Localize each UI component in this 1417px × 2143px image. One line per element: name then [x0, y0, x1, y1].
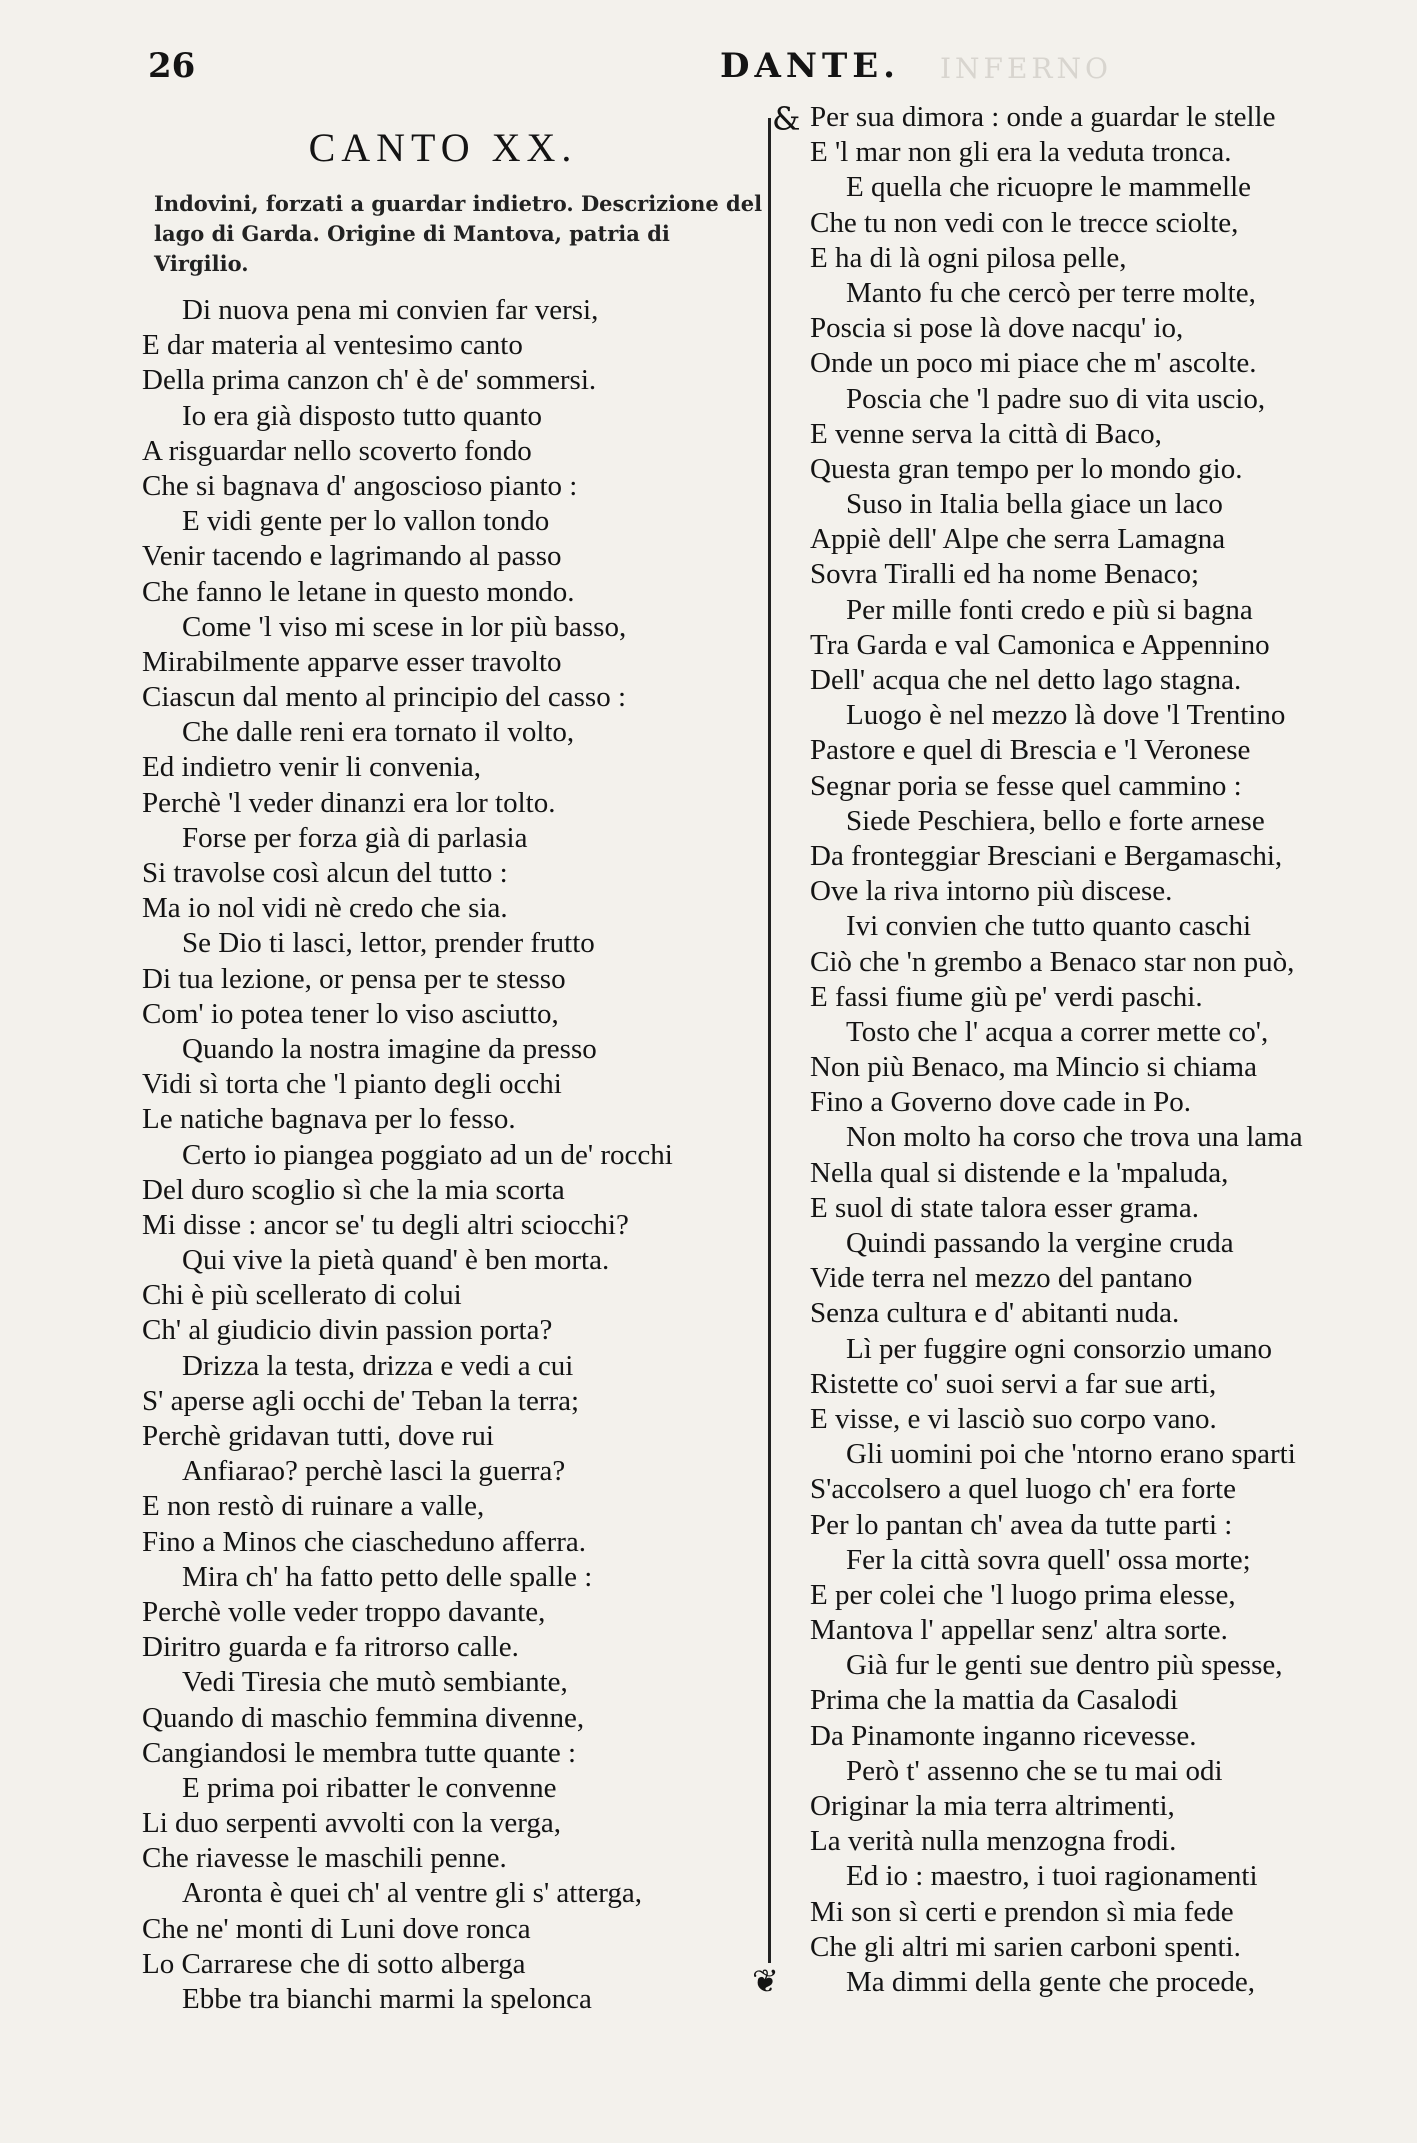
- verse-line: Che ne' monti di Luni dove ronca: [142, 1912, 531, 1945]
- verse-line: Gli uomini poi che 'ntorno erano sparti: [846, 1438, 1296, 1471]
- verse-line: Della prima canzon ch' è de' sommersi.: [142, 364, 597, 397]
- verse-line: Ma io nol vidi nè credo che sia.: [142, 892, 508, 925]
- verse-line: Questa gran tempo per lo mondo gio.: [810, 452, 1243, 485]
- page-header: [0, 46, 1417, 96]
- verse-line: Segnar poria se fesse quel cammino :: [810, 769, 1242, 802]
- ornament-bottom-icon: ❦: [752, 1962, 779, 2000]
- running-head: DANTE.: [720, 46, 900, 86]
- verse-line: Che riavesse le maschili penne.: [142, 1842, 507, 1875]
- verse-line: Ciascun dal mento al principio del casso :: [142, 681, 627, 714]
- verse-line: Ed io : maestro, i tuoi ragionamenti: [846, 1860, 1258, 1893]
- verse-line: Che dalle reni era tornato il volto,: [182, 716, 575, 749]
- verse-line: E quella che ricuopre le mammelle: [846, 171, 1252, 204]
- verse-line: S' aperse agli occhi de' Teban la terra;: [142, 1384, 580, 1417]
- verse-line: Mantova l' appellar senz' altra sorte.: [810, 1614, 1228, 1647]
- verse-line: Qui vive la pietà quand' è ben morta.: [182, 1244, 610, 1277]
- verse-line: Se Dio ti lasci, lettor, prender frutto: [182, 927, 595, 960]
- verse-line: Fino a Governo dove cade in Po.: [810, 1086, 1191, 1119]
- verse-line: E suol di state talora esser grama.: [810, 1191, 1199, 1224]
- verse-line: Perchè 'l veder dinanzi era lor tolto.: [142, 786, 556, 819]
- right-verse-list: [790, 100, 1417, 2000]
- verse-line: Ebbe tra bianchi marmi la spelonca: [182, 1983, 592, 2015]
- verse-line: Vidi sì torta che 'l pianto degli occhi: [142, 1068, 562, 1101]
- verse-line: Che gli altri mi sarien carboni spenti.: [810, 1930, 1241, 1963]
- verse-line: Poscia che 'l padre suo di vita uscio,: [846, 382, 1266, 415]
- verse-line: Non più Benaco, ma Mincio si chiama: [810, 1051, 1257, 1084]
- canto-argument: Indovini, forzati a guardar indietro. Descrizione del lago di Garda. Origine di Mantova, patria di Virgilio.: [154, 191, 763, 276]
- verse-line: La verità nulla menzogna frodi.: [810, 1825, 1177, 1858]
- verse-line: Del duro scoglio sì che la mia scorta: [142, 1173, 565, 1206]
- verse-line: Come 'l viso mi scese in lor più basso,: [182, 610, 627, 643]
- verse-line: Non molto ha corso che trova una lama: [846, 1121, 1303, 1154]
- verse-line: Chi è più scellerato di colui: [142, 1279, 462, 1312]
- verse-line: Per lo pantan ch' avea da tutte parti :: [810, 1508, 1233, 1541]
- verse-line: Drizza la testa, drizza e vedi a cui: [182, 1349, 574, 1382]
- verse-line: Fer la città sovra quell' ossa morte;: [846, 1543, 1251, 1576]
- verse-line: Manto fu che cercò per terre molte,: [846, 276, 1256, 309]
- verse-line: Di nuova pena mi convien far versi,: [182, 294, 599, 326]
- verse-line: E 'l mar non gli era la veduta tronca.: [810, 136, 1232, 169]
- verse-line: Ivi convien che tutto quanto caschi: [846, 910, 1252, 943]
- verse-line: A risguardar nello scoverto fondo: [142, 434, 532, 467]
- verse-line: Siede Peschiera, bello e forte arnese: [846, 804, 1265, 837]
- verse-line: Mi son sì certi e prendon sì mia fede: [810, 1895, 1234, 1928]
- verse-line: Appiè dell' Alpe che serra Lamagna: [810, 523, 1226, 556]
- verse-line: Certo io piangea poggiato ad un de' rocchi: [182, 1138, 673, 1171]
- verse-line: E prima poi ribatter le convenne: [182, 1771, 557, 1804]
- page-number: 26: [148, 46, 196, 86]
- verse-line: Di tua lezione, or pensa per te stesso: [142, 962, 566, 995]
- verse-line: Tra Garda e val Camonica e Appennino: [810, 628, 1270, 661]
- verse-line: Però t' assenno che se tu mai odi: [846, 1754, 1223, 1787]
- bleed-through-heading: INFERNO: [940, 52, 1112, 85]
- verse-line: Per sua dimora : onde a guardar le stelle: [810, 101, 1276, 133]
- verse-line: Ma dimmi della gente che procede,: [846, 1965, 1256, 1998]
- verse-line: Tosto che l' acqua a correr mette co',: [846, 1015, 1269, 1048]
- left-column: [118, 118, 768, 2017]
- verse-line: Vide terra nel mezzo del pantano: [810, 1262, 1193, 1295]
- verse-line: Che si bagnava d' angoscioso pianto :: [142, 469, 578, 502]
- verse-line: Pastore e quel di Brescia e 'l Veronese: [810, 734, 1251, 767]
- verse-line: Nella qual si distende e la 'mpaluda,: [810, 1156, 1229, 1189]
- verse-line: Onde un poco mi piace che m' ascolte.: [810, 347, 1257, 380]
- verse-line: Cangiandosi le membra tutte quante :: [142, 1736, 577, 1769]
- verse-line: E venne serva la città di Baco,: [810, 417, 1162, 450]
- verse-line: Aronta è quei ch' al ventre gli s' atterga,: [182, 1877, 643, 1910]
- verse-line: Ristette co' suoi servi a far sue arti,: [810, 1367, 1217, 1400]
- verse-line: Da Pinamonte inganno ricevesse.: [810, 1719, 1197, 1752]
- verse-line: Le natiche bagnava per lo fesso.: [142, 1103, 516, 1136]
- verse-line: Lì per fuggire ogni consorzio umano: [846, 1332, 1273, 1365]
- verse-line: Venir tacendo e lagrimando al passo: [142, 540, 562, 573]
- ornament-top-icon: &: [772, 100, 801, 138]
- right-column: [790, 100, 1417, 2000]
- verse-line: Poscia si pose là dove nacqu' io,: [810, 312, 1184, 345]
- verse-line: E per colei che 'l luogo prima elesse,: [810, 1578, 1236, 1611]
- left-verse-list: [118, 293, 768, 2017]
- verse-line: Mi disse : ancor se' tu degli altri sciocchi?: [142, 1208, 629, 1241]
- verse-line: Che tu non vedi con le trecce sciolte,: [810, 206, 1239, 239]
- verse-line: E non restò di ruinare a valle,: [142, 1490, 485, 1523]
- verse-line: Quando di maschio femmina divenne,: [142, 1701, 585, 1734]
- verse-line: Ove la riva intorno più discese.: [810, 875, 1173, 908]
- verse-line: Diritro guarda e fa ritrorso calle.: [142, 1631, 519, 1664]
- column-divider: [768, 118, 771, 1963]
- verse-line: Ed indietro venir li convenia,: [142, 751, 482, 784]
- verse-line: Già fur le genti sue dentro più spesse,: [846, 1649, 1283, 1682]
- verse-line: Com' io potea tener lo viso asciutto,: [142, 997, 559, 1030]
- verse-line: Anfiarao? perchè lasci la guerra?: [182, 1455, 566, 1488]
- verse-line: Per mille fonti credo e più si bagna: [846, 593, 1253, 626]
- verse-line: Suso in Italia bella giace un laco: [846, 488, 1223, 521]
- verse-line: S'accolsero a quel luogo ch' era forte: [810, 1473, 1236, 1506]
- canto-title: CANTO XX.: [308, 125, 578, 170]
- verse-line: Lo Carrarese che di sotto alberga: [142, 1947, 526, 1980]
- verse-line: Ch' al giudicio divin passion porta?: [142, 1314, 553, 1347]
- verse-line: Fino a Minos che ciascheduno afferra.: [142, 1525, 586, 1558]
- verse-line: Perchè gridavan tutti, dove rui: [142, 1420, 494, 1452]
- verse-line: E ha di là ogni pilosa pelle,: [810, 241, 1127, 274]
- verse-line: Mirabilmente apparve esser travolto: [142, 645, 562, 678]
- verse-line: Luogo è nel mezzo là dove 'l Trentino: [846, 699, 1286, 732]
- verse-line: Forse per forza già di parlasia: [182, 821, 528, 854]
- verse-line: E dar materia al ventesimo canto: [142, 329, 523, 362]
- verse-line: E vidi gente per lo vallon tondo: [182, 505, 550, 538]
- verse-line: Che fanno le letane in questo mondo.: [142, 575, 575, 608]
- verse-line: Io era già disposto tutto quanto: [182, 399, 543, 432]
- verse-line: Ciò che 'n grembo a Benaco star non può,: [810, 945, 1295, 978]
- verse-line: Da fronteggiar Bresciani e Bergamaschi,: [810, 839, 1283, 872]
- verse-line: Sovra Tiralli ed ha nome Benaco;: [810, 558, 1200, 591]
- verse-line: E fassi fiume giù pe' verdi paschi.: [810, 980, 1203, 1013]
- verse-line: Li duo serpenti avvolti con la verga,: [142, 1807, 562, 1840]
- verse-line: Si travolse così alcun del tutto :: [142, 857, 508, 889]
- verse-line: Perchè volle veder troppo davante,: [142, 1595, 546, 1628]
- verse-line: Mira ch' ha fatto petto delle spalle :: [182, 1560, 593, 1593]
- verse-line: Originar la mia terra altrimenti,: [810, 1790, 1175, 1822]
- verse-line: Quando la nostra imagine da presso: [182, 1032, 597, 1065]
- verse-line: Prima che la mattia da Casalodi: [810, 1684, 1179, 1717]
- verse-line: Dell' acqua che nel detto lago stagna.: [810, 664, 1242, 696]
- verse-line: Senza cultura e d' abitanti nuda.: [810, 1297, 1180, 1330]
- verse-line: Vedi Tiresia che mutò sembiante,: [182, 1666, 568, 1699]
- verse-line: Quindi passando la vergine cruda: [846, 1227, 1234, 1259]
- verse-line: E visse, e vi lasciò suo corpo vano.: [810, 1402, 1217, 1435]
